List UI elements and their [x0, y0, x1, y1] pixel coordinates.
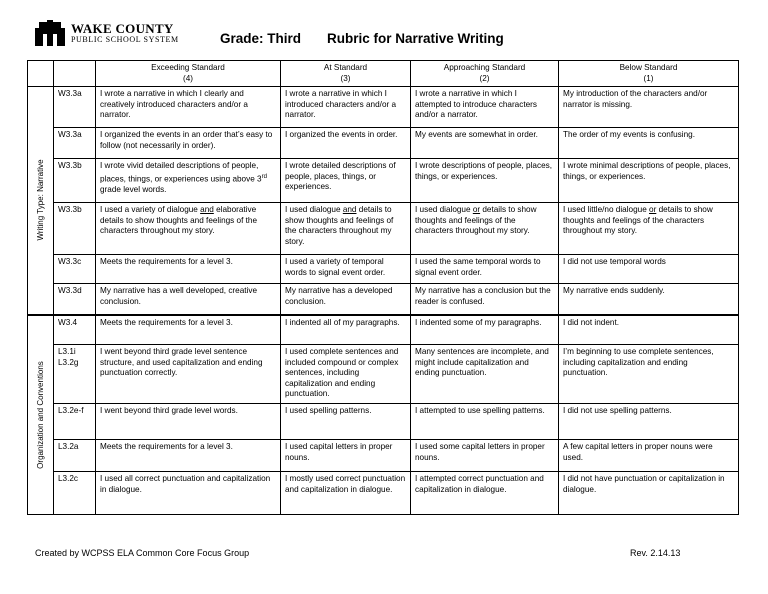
header-blank — [28, 61, 54, 87]
cell-level-4 — [96, 203, 281, 255]
cell-text: details to show thoughts and feelings of the characters throughout my story. — [415, 205, 537, 235]
cell-level-1: A few capital letters in proper nouns were used. — [559, 440, 739, 472]
cell-level-2: I used the same temporal words to signal event order. — [411, 255, 559, 284]
standard-code: W3.3b — [54, 203, 96, 255]
cell-emphasis: and — [200, 205, 214, 214]
column-score: (4) — [182, 73, 193, 83]
table-row — [28, 255, 739, 284]
cell-level-4: My narrative has a well developed, creative conclusion. — [96, 284, 281, 315]
cell-level-4: I used all correct punctuation and capitalization in dialogue. — [96, 472, 281, 515]
table-row — [28, 440, 739, 472]
rubric-table — [27, 60, 739, 515]
cell-level-2: I wrote a narrative in which I attempted to introduce characters and/or a narrator. — [411, 87, 559, 128]
cell-level-2: I attempted to use spelling patterns. — [411, 404, 559, 440]
cell-level-2: I used some capital letters in proper nouns. — [411, 440, 559, 472]
logo-line1: WAKE COUNTY — [71, 21, 174, 36]
standard-code: W3.4 — [54, 315, 96, 345]
standard-code: W3.3d — [54, 284, 96, 315]
standard-code-line: L3.1i — [58, 347, 76, 356]
cell-level-3: I used complete sentences and included compound or complex sentences, including capitalization and ending punctuation. — [281, 345, 411, 404]
table-row — [28, 284, 739, 315]
standard-code: L3.2a — [54, 440, 96, 472]
cell-level-4: Meets the requirements for a level 3. — [96, 440, 281, 472]
cell-level-1: I wrote minimal descriptions of people, places, things, or experiences. — [559, 159, 739, 203]
wcpss-logo — [35, 20, 195, 46]
standard-code — [54, 345, 96, 404]
column-score: (2) — [479, 73, 490, 83]
cell-level-3: I indented all of my paragraphs. — [281, 315, 411, 345]
standard-code-line: L3.2g — [58, 357, 79, 367]
cell-emphasis: or — [649, 205, 657, 214]
cell-level-3: I used a variety of temporal words to signal event order. — [281, 255, 411, 284]
table-row — [28, 128, 739, 159]
standard-code: W3.3c — [54, 255, 96, 284]
section-label-cell — [28, 315, 54, 515]
cell-level-3: I wrote detailed descriptions of people, places, things, or experiences. — [281, 159, 411, 203]
table-row — [28, 315, 739, 345]
cell-level-1: I did not use spelling patterns. — [559, 404, 739, 440]
standard-code: L3.2e-f — [54, 404, 96, 440]
section-label-cell — [28, 87, 54, 315]
table-row — [28, 472, 739, 515]
column-header — [96, 61, 281, 87]
wcpss-logo-mark — [35, 20, 65, 46]
cell-level-3: I organized the events in order. — [281, 128, 411, 159]
cell-level-2: My narrative has a conclusion but the reader is confused. — [411, 284, 559, 315]
cell-level-1: I did not indent. — [559, 315, 739, 345]
cell-level-3 — [281, 203, 411, 255]
cell-level-4 — [96, 159, 281, 203]
column-name: Approaching Standard — [443, 63, 526, 72]
cell-emphasis: or — [472, 205, 481, 214]
column-name: Below Standard — [619, 63, 678, 72]
cell-level-2: I wrote descriptions of people, places, things, or experiences. — [411, 159, 559, 203]
cell-level-3: I mostly used correct punctuation and capitalization in dialogue. — [281, 472, 411, 515]
cell-superscript: rd — [261, 173, 267, 180]
cell-text: I used a variety of dialogue — [100, 205, 201, 214]
grade-label: Grade: Third — [220, 31, 302, 46]
cell-level-4: I organized the events in an order that’s easy to follow (not necessarily in order). — [96, 128, 281, 159]
table-row — [28, 345, 739, 404]
standard-code: W3.3a — [54, 87, 96, 128]
logo-line2: PUBLIC SCHOOL SYSTEM — [71, 35, 179, 44]
column-header — [411, 61, 559, 87]
cell-level-3: I used capital letters in proper nouns. — [281, 440, 411, 472]
cell-level-3: I wrote a narrative in which I introduced characters and/or a narrator. — [281, 87, 411, 128]
cell-text: elaborative details to show thoughts and feelings of the characters throughout my story. — [100, 205, 258, 235]
table-row — [28, 203, 739, 255]
section-label: Organization and Conventions — [35, 360, 45, 469]
footer-revision: Rev. 2.14.13 — [630, 548, 681, 558]
cell-text: I wrote vivid detailed descriptions of people, places, things, or experiences using above 3 — [100, 161, 262, 184]
cell-level-2: I attempted correct punctuation and capitalization in dialogue. — [411, 472, 559, 515]
cell-text: I used dialogue — [415, 205, 473, 214]
cell-level-4: I went beyond third grade level sentence structure, and used capitalization and ending punctuation correctly. — [96, 345, 281, 404]
cell-level-1: My introduction of the characters and/or narrator is missing. — [559, 87, 739, 128]
cell-level-2: My events are somewhat in order. — [411, 128, 559, 159]
cell-level-1: I did not use temporal words — [559, 255, 739, 284]
cell-text: details to show thoughts and feelings of the characters throughout my story. — [563, 205, 713, 235]
table-header-row — [28, 61, 739, 87]
cell-level-1: I did not have punctuation or capitalization in dialogue. — [559, 472, 739, 515]
column-name: At Standard — [323, 63, 368, 72]
cell-level-1: My narrative ends suddenly. — [559, 284, 739, 315]
footer-credit: Created by WCPSS ELA Common Core Focus Group — [35, 548, 250, 558]
cell-level-1: I’m beginning to use complete sentences, including capitalization and ending punctuation. — [559, 345, 739, 404]
cell-level-1 — [559, 203, 739, 255]
column-header — [559, 61, 739, 87]
table-row — [28, 404, 739, 440]
table-row — [28, 87, 739, 128]
section-label: Writing Type: Narrative — [35, 159, 45, 241]
cell-text: details to show thoughts and feelings of the characters throughout my story. — [285, 205, 394, 246]
cell-emphasis: and — [342, 205, 357, 214]
column-name: Exceeding Standard — [151, 63, 225, 72]
cell-text: I used little/no dialogue — [563, 205, 650, 214]
cell-level-2 — [411, 203, 559, 255]
cell-text: grade level words. — [100, 184, 167, 194]
column-score: (1) — [643, 73, 654, 83]
standard-code: L3.2c — [54, 472, 96, 515]
header-blank — [54, 61, 96, 87]
cell-level-2: I indented some of my paragraphs. — [411, 315, 559, 345]
column-header — [281, 61, 411, 87]
cell-level-4: Meets the requirements for a level 3. — [96, 255, 281, 284]
cell-level-2: Many sentences are incomplete, and might include capitalization and ending punctuation. — [411, 345, 559, 404]
cell-level-1: The order of my events is confusing. — [559, 128, 739, 159]
standard-code: W3.3a — [54, 128, 96, 159]
cell-text: I used dialogue — [285, 205, 343, 214]
cell-level-4: I went beyond third grade level words. — [96, 404, 281, 440]
table-row — [28, 159, 739, 203]
page-title: Rubric for Narrative Writing — [327, 31, 504, 46]
cell-level-4: Meets the requirements for a level 3. — [96, 315, 281, 345]
cell-level-4: I wrote a narrative in which I clearly and creatively introduced characters and/or a narrator. — [96, 87, 281, 128]
column-score: (3) — [340, 73, 351, 83]
cell-level-3: My narrative has a developed conclusion. — [281, 284, 411, 315]
standard-code: W3.3b — [54, 159, 96, 203]
cell-level-3: I used spelling patterns. — [281, 404, 411, 440]
